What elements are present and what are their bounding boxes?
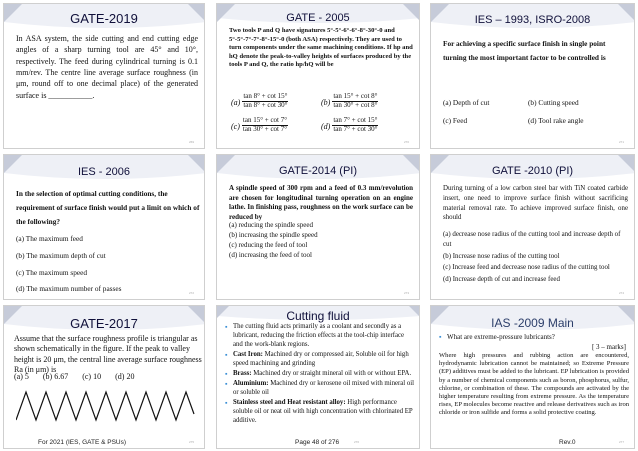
bullet-item: ▪ The cutting fluid acts primarily as a coolant and secondly as a lubricant, reducing the friction effects at the tool-chip interface and the work-blank regions. bbox=[225, 323, 415, 350]
footer-text: For 2021 (IES, GATE & PSUs) bbox=[38, 439, 127, 446]
slide-title: GATE -2010 (PI) bbox=[491, 165, 574, 177]
slide-title: GATE-2017 bbox=[70, 316, 138, 331]
slide-cutting-fluid bbox=[216, 305, 420, 449]
option-a: (a) 5 bbox=[14, 372, 29, 381]
answer-options bbox=[231, 92, 411, 134]
option-d: (d) 20 bbox=[115, 372, 135, 381]
triangular-roughness-profile bbox=[16, 388, 196, 424]
slide-ias-2009-main bbox=[430, 305, 635, 449]
question-text: In the selection of optimal cutting conditions, the requirement of surface finish would put a limit on which of the following? bbox=[16, 189, 200, 226]
slide-title: GATE - 2005 bbox=[286, 12, 350, 24]
slide-title: IES – 1993, ISRO-2008 bbox=[474, 14, 591, 26]
option-b: (b) Cutting speed bbox=[528, 98, 579, 107]
option-c: (c) The maximum speed bbox=[16, 267, 87, 277]
option-d: (d) The maximum number of passes bbox=[16, 284, 122, 294]
slide-title: Cutting fluid bbox=[286, 309, 350, 323]
question-text: Assume that the surface roughness profile is triangular as shown schematically in the figure. If the peak to valley height is 20 μm, the central line average surface roughness Ra (in μm) is bbox=[14, 334, 202, 375]
question-text: A spindle speed of 300 rpm and a feed of 0.3 mm/revolution are chosen for longitudinal turning operation on an engine lathe. In finishing pass, roughness on the work surface can be reduced by bbox=[229, 184, 413, 221]
option-d: (d) Increase depth of cut and increase feed bbox=[443, 276, 560, 284]
page-number: 270 bbox=[403, 140, 409, 144]
option-b: (b) Increase nose radius of the cutting tool bbox=[443, 252, 560, 260]
page-number: 271 bbox=[618, 140, 624, 144]
bullet-item: ▪ Stainless steel and Heat resistant alloy: High performance soluble oil or neat oil with high concentration with chlorinated EP additive. bbox=[225, 399, 415, 426]
bullet-item: ▪ Cast Iron: Machined dry or compressed air, Soluble oil for high speed machining and grinding bbox=[225, 351, 415, 369]
slide-title: GATE-2019 bbox=[70, 11, 138, 26]
slide-ies-1993 bbox=[430, 3, 635, 149]
bullet-list bbox=[225, 323, 415, 426]
question-text: During turning of a low carbon steel bar with TiN coated carbide insert, one need to improve surface finish without sacrificing material removal rate. To achieve improved surface finish, one should bbox=[443, 185, 628, 222]
option-b: (b) 6.67 bbox=[42, 372, 69, 381]
option-a: (a) Depth of cut bbox=[443, 98, 490, 107]
answer-options bbox=[14, 372, 184, 383]
option-c: (c) $\frac{\tan 15^\circ + \cot 7^\circ}{\tan 30^\circ + \cot 7^\circ}$ bbox=[231, 116, 288, 133]
question-text: In ASA system, the side cutting and end cutting edge angles of a sharp turning tool are 45° and 10°, respectively. The feed during cylindrical turning is 0.1 mm/rev. The centre line average surface roughness (in μm, round off to one decimal place) of the generated surface is ___________. bbox=[16, 34, 198, 100]
page-number: 273 bbox=[403, 291, 409, 295]
question-text: ▪ What are extreme-pressure lubricants? bbox=[439, 333, 629, 342]
slide-gate-2017 bbox=[3, 305, 205, 449]
option-a: (a) $\frac{\tan 8^\circ + \cot 15^\circ}{\tan 8^\circ + \cot 30^\circ}$ bbox=[231, 92, 288, 109]
option-a: (a) decrease nose radius of the cutting tool and increase depth of cut bbox=[443, 231, 621, 248]
page-number: 276 bbox=[353, 440, 359, 444]
option-c: (c) Feed bbox=[443, 115, 468, 125]
slide-gate-2005 bbox=[216, 3, 420, 149]
question-text: Two tools P and Q have signatures 5°-5°-6°-6°-8°-30°-0 and 5°-5°-7°-7°-8°-15°-0 (both ASA) respectively. They are used to turn components under the same machining conditions. If hp and hQ denote the peak-to-valley heights of surfaces produced by the tools P and Q, the ratio hp/hQ will be bbox=[229, 27, 413, 69]
footer-text: Page 48 of 276 bbox=[295, 439, 340, 446]
answer-options bbox=[229, 221, 413, 261]
option-c: (c) reducing the feed of tool bbox=[229, 240, 308, 249]
answer-options bbox=[443, 230, 628, 285]
option-b: (b) The maximum depth of cut bbox=[16, 250, 106, 260]
option-b: (b) increasing the spindle speed bbox=[229, 230, 318, 239]
page-number: 274 bbox=[618, 291, 624, 295]
option-d: (d) $\frac{\tan 7^\circ + \cot 15^\circ}{\tan 7^\circ + \cot 30^\circ}$ bbox=[321, 116, 378, 133]
option-c: (c) Increase feed and decrease nose radius of the cutting tool bbox=[443, 264, 610, 272]
slide-title: IES - 2006 bbox=[78, 166, 130, 178]
page-number: 277 bbox=[618, 440, 624, 444]
option-a: (a) reducing the spindle speed bbox=[229, 221, 313, 229]
slide-ies-2006 bbox=[3, 154, 205, 300]
option-d: (d) Tool rake angle bbox=[528, 115, 584, 125]
slide-gate-2019 bbox=[3, 3, 205, 149]
slide-gate-2014-pi bbox=[216, 154, 420, 300]
page-number: 269 bbox=[188, 140, 194, 144]
option-d: (d) increasing the feed of tool bbox=[229, 250, 312, 259]
slide-title: GATE-2014 (PI) bbox=[278, 165, 358, 177]
page-number: 272 bbox=[188, 291, 194, 295]
bullet-item: ▪ Brass: Machined dry or straight mineral oil with or without EPA. bbox=[225, 370, 415, 379]
slide-gate-2010-pi bbox=[430, 154, 635, 300]
answer-options bbox=[16, 231, 201, 298]
slide-title: IAS -2009 Main bbox=[491, 316, 574, 330]
answer-text: Where high pressures and rubbing action are encountered, hydrodynamic lubrication cannot be maintained; so Extreme Pressure (EP) additives must be added to the lubricant. EP lubrication is provided by a number of chemical components such as boron, phosphorus, sulfur, chlorine, or combination of these. The compounds are activated by the higher temperature resulting from extreme pressure. As the temperature rises, EP molecules become reactive and release derivatives such as iron chloride or iron sulfide and forms a solid protective coating. bbox=[439, 352, 629, 417]
option-a: (a) The maximum feed bbox=[16, 234, 83, 243]
option-c: (c) 10 bbox=[82, 372, 102, 381]
option-b: (b) $\frac{\tan 15^\circ + \cot 8^\circ}{\tan 30^\circ + \cot 8^\circ}$ bbox=[321, 92, 378, 109]
footer-text: Rev.0 bbox=[559, 439, 576, 446]
answer-options bbox=[443, 98, 613, 125]
marks-label: [ 3 – marks] bbox=[591, 343, 626, 351]
bullet-item: ▪ Aluminium: Machined dry or kerosene oil mixed with mineral oil or soluble oil bbox=[225, 380, 415, 398]
question-text: For achieving a specific surface finish in single point turning the most important factor to be controlled is bbox=[443, 39, 606, 62]
page-number: 275 bbox=[188, 440, 194, 444]
